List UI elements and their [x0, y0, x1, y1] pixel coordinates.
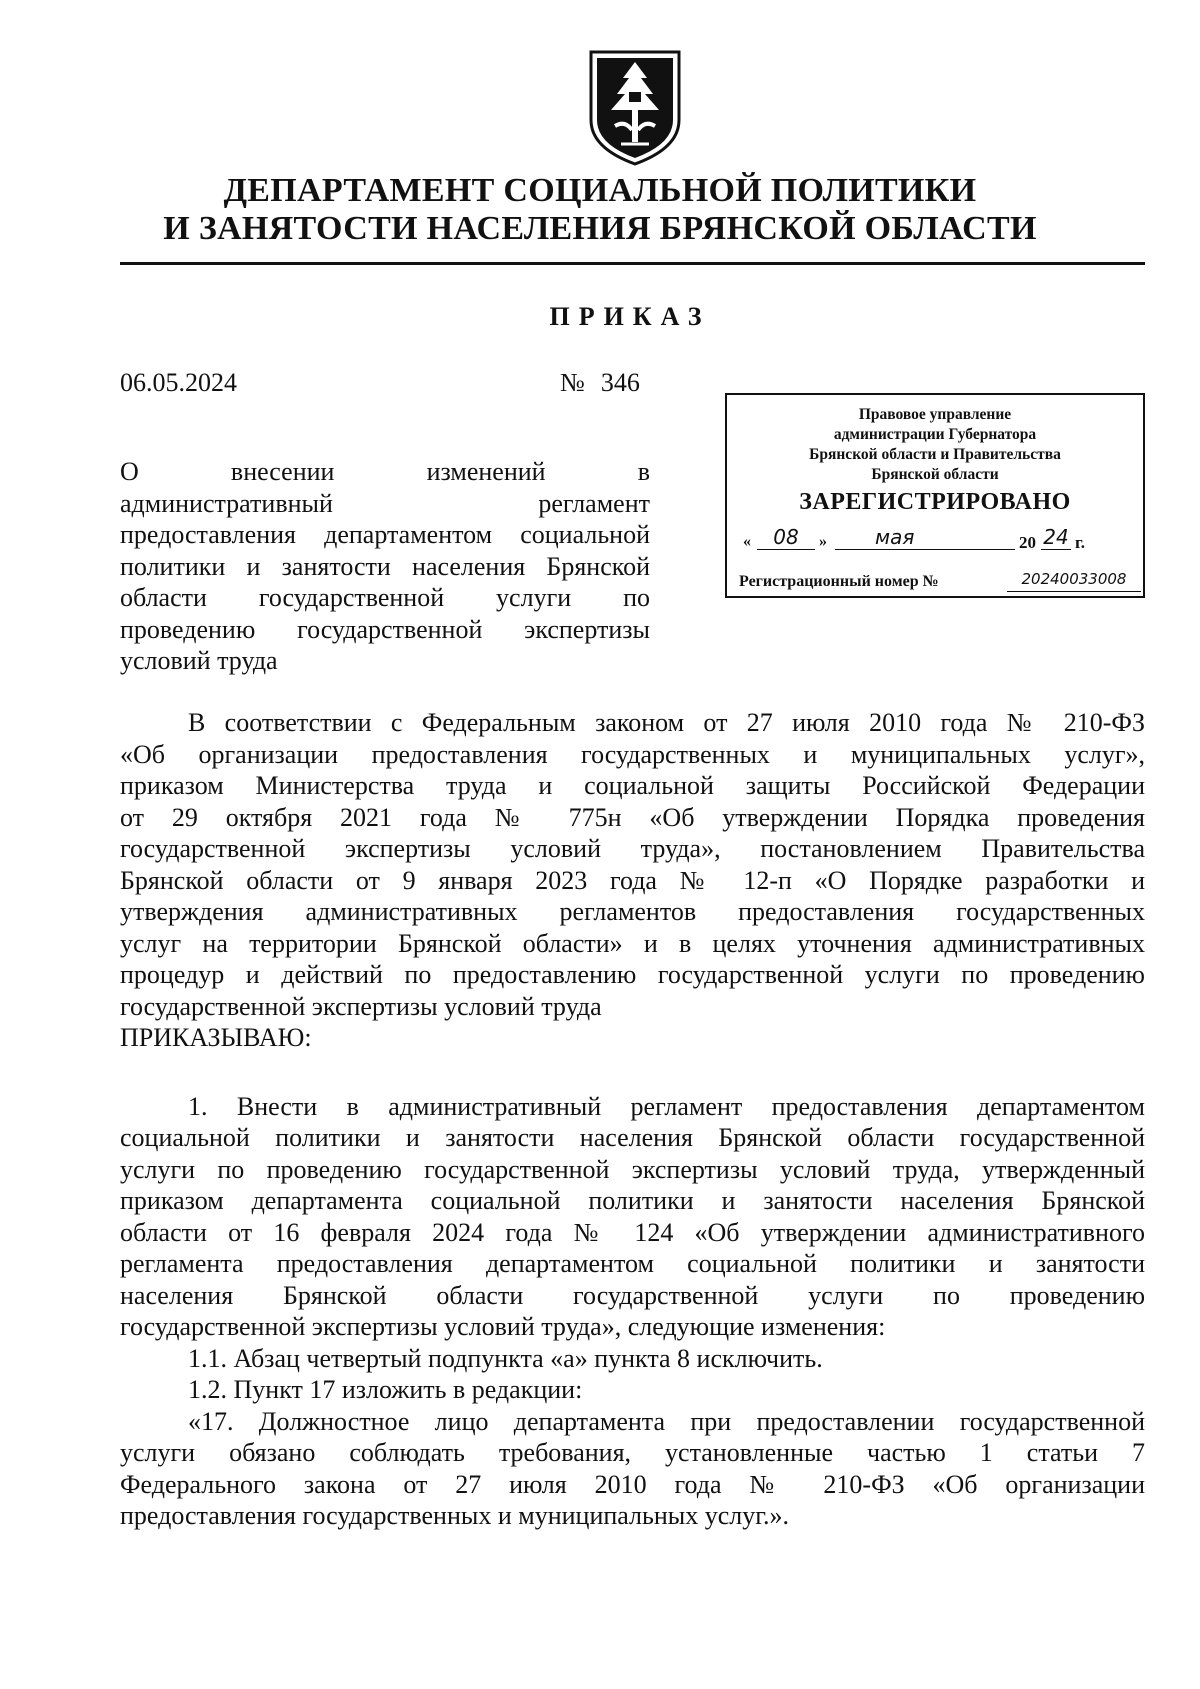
- body-line: утверждения административных регламентов предоставления государственных: [120, 897, 1145, 926]
- stamp-year-suffix: г.: [1075, 533, 1086, 552]
- order-title: ПРИКАЗ: [549, 302, 711, 331]
- body-line: государственной экспертизы условий труда: [120, 991, 602, 1021]
- stamp-registration-line: [739, 567, 1137, 593]
- body-line: регламента предоставления департаментом социальной политики и занятости: [120, 1249, 1145, 1278]
- body-line: государственной экспертизы условий труда», постановлением Правительства: [120, 834, 1145, 863]
- body-line: «Об организации предоставления государственных и муниципальных услуг»,: [120, 739, 1145, 769]
- item-1-1: 1.1. Абзац четвертый подпункта «а» пункта 8 исключить.: [188, 1343, 823, 1373]
- body-line: процедур и действий по предоставлению государственной услуги по проведению: [120, 960, 1145, 989]
- subject-line: проведению государственной экспертизы: [120, 614, 650, 644]
- header-divider: [120, 262, 1145, 265]
- bryansk-coat-of-arms-icon: [585, 48, 685, 170]
- stamp-reg-label: Регистрационный номер №: [739, 573, 939, 590]
- decree-word: ПРИКАЗЫВАЮ:: [120, 1023, 312, 1052]
- stamp-reg-number-handwritten: 20240033008: [1007, 567, 1141, 592]
- body-line: «17. Должностное лицо департамента при предоставлении государственной: [188, 1406, 1145, 1436]
- stamp-open-quote: «: [743, 533, 751, 550]
- body-line: услуг на территории Брянской области» и в целях уточнения административных: [120, 928, 1145, 958]
- order-body: [120, 707, 1145, 1532]
- preamble-paragraph: [120, 707, 1145, 1022]
- subject-line: условий труда: [120, 646, 278, 675]
- stamp-month-handwritten: мая: [835, 525, 1015, 550]
- stamp-org-line: Правовое управление: [858, 406, 1012, 423]
- subject-line: О внесении изменений в: [120, 457, 650, 486]
- item-1-paragraph: [120, 1091, 1145, 1343]
- body-line: области от 16 февраля 2024 года № 124 «Об утверждении административного: [120, 1217, 1145, 1247]
- stamp-org-line: администрации Губернатора: [833, 426, 1037, 443]
- stamp-organization: [727, 405, 1143, 485]
- order-number: [560, 368, 640, 398]
- item-17-paragraph: [120, 1406, 1145, 1532]
- organization-title-line-1: ДЕПАРТАМЕНТ СОЦИАЛЬНОЙ ПОЛИТИКИ: [223, 172, 977, 209]
- body-line: государственной экспертизы условий труда», следующие изменения:: [120, 1312, 886, 1341]
- body-line: услуги по проведению государственной экспертизы условий труда, утвержденный: [120, 1154, 1145, 1184]
- stamp-date-line: [739, 525, 1131, 553]
- stamp-status: ЗАРЕГИСТРИРОВАНО: [799, 489, 1071, 515]
- body-line: населения Брянской области государственной услуги по проведению: [120, 1280, 1145, 1310]
- body-line: приказом департамента социальной политики и занятости населения Брянской: [120, 1186, 1145, 1215]
- organization-title: [120, 172, 1080, 248]
- subject-line: области государственной услуги по: [120, 583, 650, 612]
- stamp-org-line: Брянской области: [871, 466, 999, 483]
- subject-line: административный регламент: [120, 488, 650, 518]
- order-number-value: 346: [600, 368, 640, 397]
- organization-title-line-2: И ЗАНЯТОСТИ НАСЕЛЕНИЯ БРЯНСКОЙ ОБЛАСТИ: [163, 210, 1037, 247]
- stamp-close-quote: »: [819, 533, 827, 550]
- stamp-year-handwritten: 24: [1041, 525, 1071, 550]
- order-subject: [120, 456, 650, 677]
- subject-line: политики и занятости населения Брянской: [120, 551, 650, 581]
- registration-stamp: [725, 393, 1145, 598]
- body-line: В соответствии с Федеральным законом от 27 июля 2010 года № 210-ФЗ: [188, 708, 1145, 737]
- stamp-org-line: Брянской области и Правительства: [809, 446, 1061, 463]
- stamp-day-handwritten: 08: [757, 525, 815, 550]
- order-date: 06.05.2024: [120, 368, 237, 397]
- body-line: от 29 октября 2021 года № 775н «Об утверждении Порядка проведения: [120, 802, 1145, 832]
- body-line: Брянской области от 9 января 2023 года № 12-п «О Порядке разработки и: [120, 865, 1145, 895]
- body-line: услуги обязано соблюдать требования, установленные частью 1 статьи 7: [120, 1438, 1145, 1467]
- subject-line: предоставления департаментом социальной: [120, 520, 650, 549]
- stamp-year-prefix: 20: [1019, 533, 1036, 552]
- body-line: приказом Министерства труда и социальной защиты Российской Федерации: [120, 771, 1145, 800]
- body-line: социальной политики и занятости населения Брянской области государственной: [120, 1123, 1145, 1152]
- number-sign: №: [560, 368, 585, 397]
- body-line: предоставления государственных и муниципальных услуг.».: [120, 1501, 790, 1530]
- body-line: Федерального закона от 27 июля 2010 года № 210-ФЗ «Об организации: [120, 1469, 1145, 1499]
- item-1-2: 1.2. Пункт 17 изложить в редакции:: [188, 1375, 583, 1404]
- body-line: 1. Внести в административный регламент предоставления департаментом: [188, 1091, 1145, 1121]
